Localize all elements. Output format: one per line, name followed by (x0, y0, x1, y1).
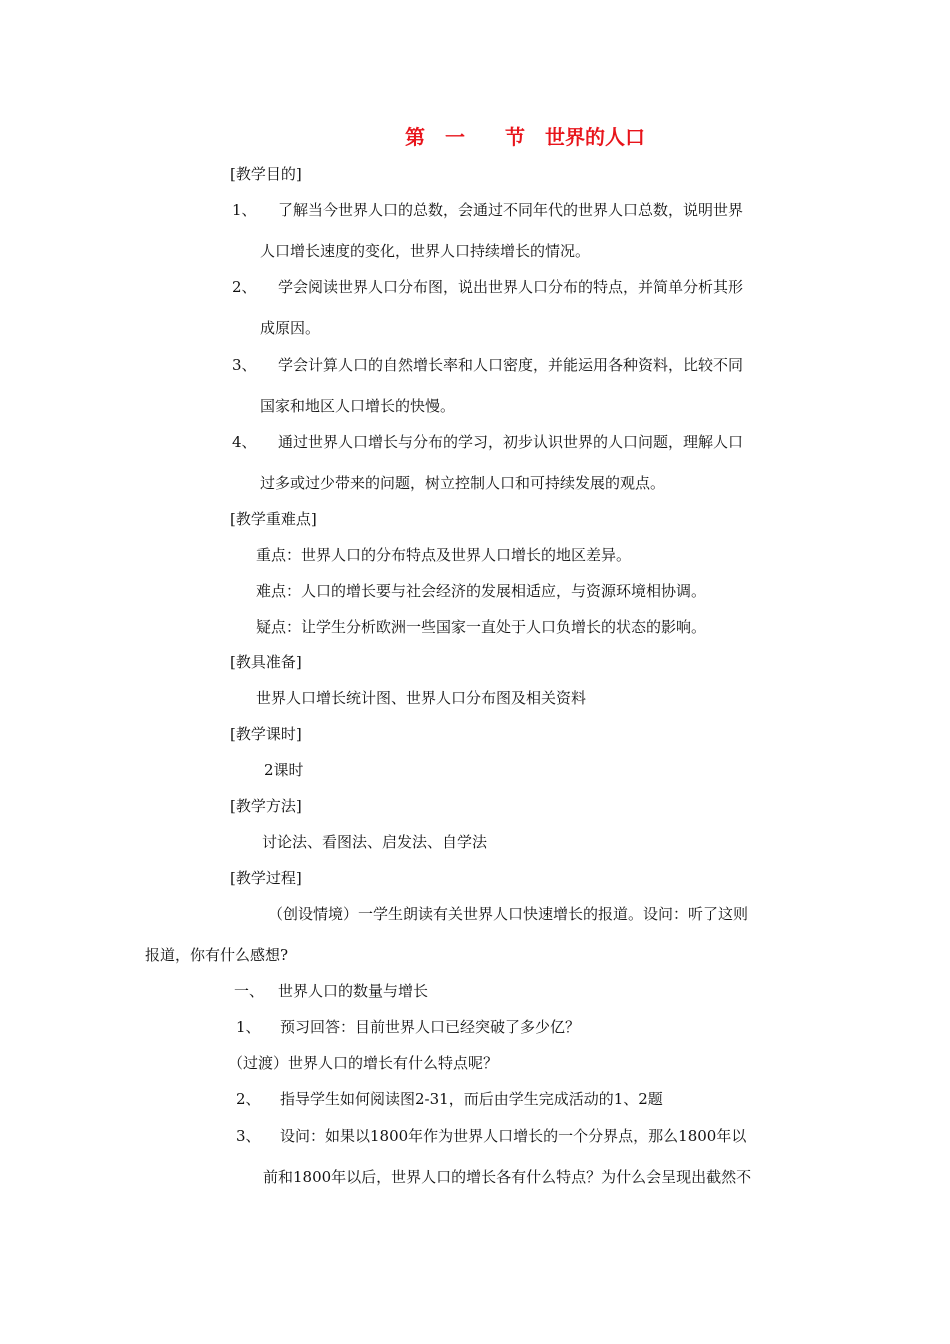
heading-teaching-method: [教学方法] (230, 797, 302, 815)
step-2 (236, 1089, 663, 1109)
key-point-main: 重点：世界人口的分布特点及世界人口增长的地区差异。 (256, 546, 632, 564)
step-1 (236, 1017, 580, 1037)
heading-class-hours: [教学课时] (230, 725, 302, 743)
goal-number: 3、 (232, 356, 257, 374)
goal-item-2-continued: 成原因。 (260, 319, 321, 337)
teaching-tools-text: 世界人口增长统计图、世界人口分布图及相关资料 (256, 689, 587, 707)
intro-paragraph-continued: 报道，你有什么感想? (145, 946, 289, 964)
goal-item-4-continued: 过多或过少带来的问题，树立控制人口和可持续发展的观点。 (260, 474, 666, 492)
teaching-method-text: 讨论法、看图法、启发法、自学法 (262, 833, 488, 851)
step-number: 3、 (236, 1127, 261, 1145)
step-number: 1、 (236, 1018, 261, 1036)
transition-text: （过渡）世界人口的增长有什么特点呢？ (228, 1054, 499, 1072)
goal-text: 学会阅读世界人口分布图，说出世界人口分布的特点，并简单分析其形 (278, 278, 744, 296)
goal-number: 4、 (232, 433, 257, 451)
goal-item-3 (232, 355, 743, 375)
section-title: 世界人口的数量与增长 (278, 982, 429, 1000)
goal-number: 2、 (232, 278, 257, 296)
step-text: 指导学生如何阅读图2-31，而后由学生完成活动的1、2题 (280, 1090, 663, 1108)
class-hours-text: 2课时 (264, 761, 304, 779)
goal-item-3-continued: 国家和地区人口增长的快慢。 (260, 397, 456, 415)
step-3 (236, 1126, 746, 1146)
key-point-difficult: 难点：人口的增长要与社会经济的发展相适应，与资源环境相协调。 (256, 582, 707, 600)
section-number: 一、 (234, 982, 265, 1000)
step-text: 预习回答：目前世界人口已经突破了多少亿？ (280, 1018, 581, 1036)
section-1-heading (234, 981, 428, 1001)
key-point-doubt: 疑点：让学生分析欧洲一些国家一直处于人口负增长的状态的影响。 (256, 618, 707, 636)
heading-teaching-process: [教学过程] (230, 869, 302, 887)
goal-number: 1、 (232, 201, 257, 219)
goal-item-1 (232, 200, 743, 220)
goal-text: 学会计算人口的自然增长率和人口密度，并能运用各种资料，比较不同 (278, 356, 744, 374)
goal-item-1-continued: 人口增长速度的变化，世界人口持续增长的情况。 (260, 242, 591, 260)
goal-item-4 (232, 432, 743, 452)
heading-teaching-tools: [教具准备] (230, 653, 302, 671)
goal-item-2 (232, 277, 743, 297)
goal-text: 通过世界人口增长与分布的学习，初步认识世界的人口问题，理解人口 (278, 433, 744, 451)
step-number: 2、 (236, 1090, 261, 1108)
goal-text: 了解当今世界人口的总数，会通过不同年代的世界人口总数，说明世界 (278, 201, 744, 219)
heading-teaching-goals: [教学目的] (230, 165, 302, 183)
step-3-continued: 前和1800年以后，世界人口的增长各有什么特点？为什么会呈现出截然不 (263, 1168, 752, 1186)
heading-key-points: [教学重难点] (230, 510, 317, 528)
step-text: 设问：如果以1800年作为世界人口增长的一个分界点，那么1800年以 (280, 1127, 747, 1145)
intro-paragraph: （创设情境）一学生朗读有关世界人口快速增长的报道。设问：听了这则 (268, 905, 749, 923)
page-title: 第 一 节 世界的人口 (405, 125, 645, 149)
